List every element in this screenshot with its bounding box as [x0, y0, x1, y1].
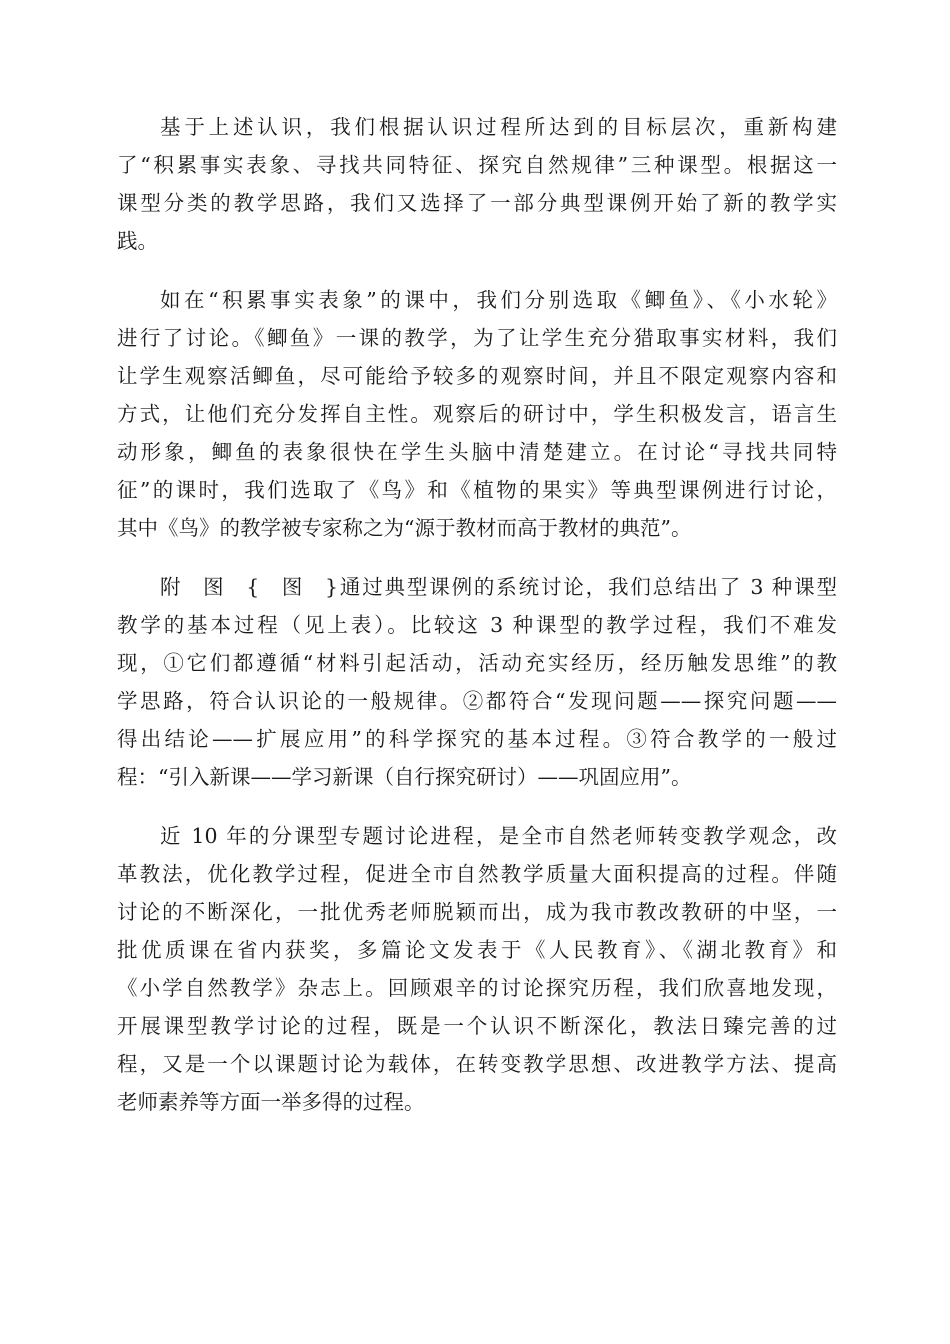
text-line: 《小学自然教学》杂志上。回顾艰辛的讨论探究历程，我们欣喜地发现，	[117, 976, 837, 1000]
text-line: 动形象，鲫鱼的表象很快在学生头脑中清楚建立。在讨论“寻找共同特	[117, 440, 837, 464]
text-line: 课型分类的教学思路，我们又选择了一部分典型课例开始了新的教学实	[117, 191, 837, 215]
paragraph-teaching-process	[117, 568, 837, 796]
document-body	[117, 108, 837, 1142]
text-line: 学思路，符合认识论的一般规律。②都符合“发现问题——探究问题——	[117, 689, 837, 713]
text-line: 其中《鸟》的教学被专家称之为“源于教材而高于教材的典范”。	[117, 516, 692, 540]
figure-label: 附图{图}	[160, 575, 338, 599]
paragraph-research-outcome	[117, 817, 837, 1121]
text-line: 了“积累事实表象、寻找共同特征、探究自然规律”三种课型。根据这一	[117, 153, 837, 177]
text-line: 讨论的不断深化，一批优秀老师脱颖而出，成为我市教改教研的中坚，一	[117, 900, 837, 924]
paragraph-fact-examples	[117, 281, 837, 547]
figure-line	[117, 568, 837, 606]
text-line: 征”的课时，我们选取了《鸟》和《植物的果实》等典型课例进行讨论，	[117, 478, 837, 502]
text-line: 践。	[117, 229, 158, 253]
text-line: 开展课型教学讨论的过程，既是一个认识不断深化，教法日臻完善的过	[117, 1014, 837, 1038]
text-line: 近 10 年的分课型专题讨论进程，是全市自然老师转变教学观念，改	[160, 824, 837, 848]
text-line: 如在“积累事实表象”的课中，我们分别选取《鲫鱼》、《小水轮》	[160, 288, 837, 312]
text-line: 得出结论——扩展应用”的科学探究的基本过程。③符合教学的一般过	[117, 727, 837, 751]
text-line: 教学的基本过程（见上表）。比较这 3 种课型的教学过程，我们不难发	[117, 613, 837, 637]
text-line: 让学生观察活鲫鱼，尽可能给予较多的观察时间，并且不限定观察内容和	[117, 364, 837, 388]
paragraph-course-types	[117, 108, 837, 260]
text-line: 基于上述认识，我们根据认识过程所达到的目标层次，重新构建	[160, 115, 837, 139]
text-line: 进行了讨论。《鲫鱼》一课的教学，为了让学生充分猎取事实材料，我们	[117, 326, 837, 350]
text-line: 方式，让他们充分发挥自主性。观察后的研讨中，学生积极发言，语言生	[117, 402, 837, 426]
text-line: 批优质课在省内获奖，多篇论文发表于《人民教育》、《湖北教育》和	[117, 938, 837, 962]
text-line: 老师素养等方面一举多得的过程。	[117, 1090, 425, 1114]
text-line: 现，①它们都遵循“材料引起活动，活动充实经历，经历触发思维”的教	[117, 651, 837, 675]
text-line: 程，又是一个以课题讨论为载体，在转变教学思想、改进教学方法、提高	[117, 1052, 837, 1076]
text-line: 革教法，优化教学过程，促进全市自然教学质量大面积提高的过程。伴随	[117, 862, 837, 886]
text-line: 程：“引入新课——学习新课（自行探究研讨）——巩固应用”。	[117, 765, 692, 789]
text-line: 通过典型课例的系统讨论，我们总结出了 3 种课型	[338, 575, 837, 599]
